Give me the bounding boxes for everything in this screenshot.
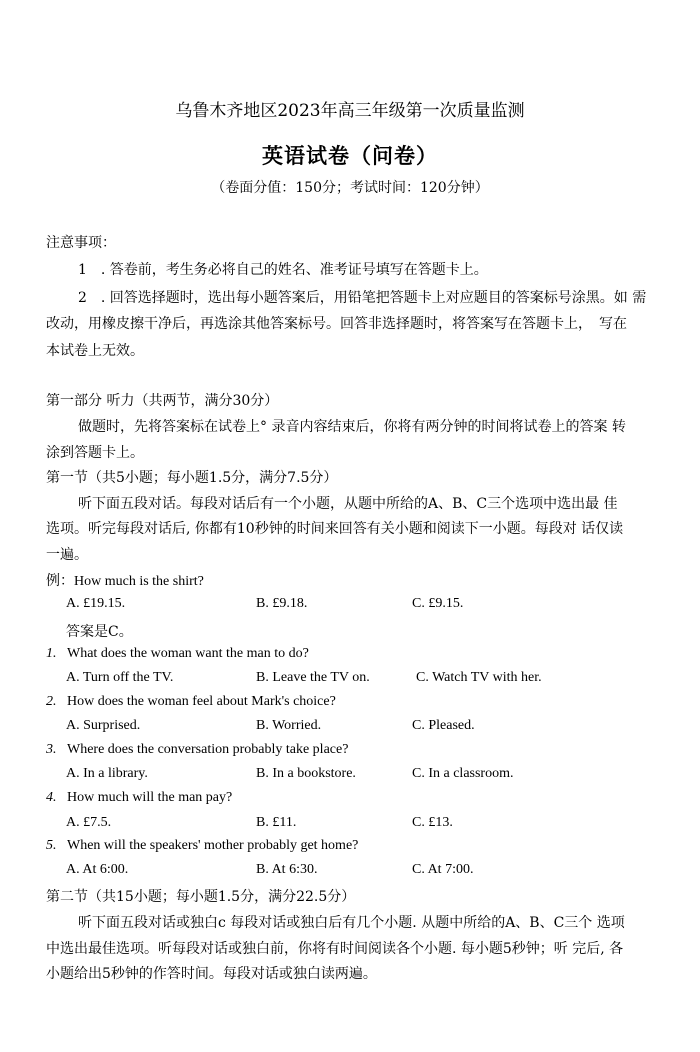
example-option-b: B. £9.18. [256, 596, 308, 611]
question-text: What does the woman want the man to do? [67, 646, 309, 661]
example-question: How much is the shirt? [74, 574, 204, 589]
question-1-option-c: C. Watch TV with her. [416, 670, 542, 685]
exam-title: 乌鲁木齐地区2023年高三年级第一次质量监测 [175, 101, 525, 121]
section2-instructions-line-1: 听下面五段对话或独白c 每段对话或独白后有几个小题. 从题中所给的A、B、C三个 选项 [78, 915, 625, 931]
question-2-option-b: B. Worried. [256, 718, 322, 733]
score-time-line: （卷面分值：150分；考试时间：120分钟） [211, 180, 489, 196]
question-3-option-b: B. In a bookstore. [256, 766, 356, 781]
question-text: Where does the conversation probably take place? [67, 742, 349, 757]
question-4-option-c: C. £13. [412, 815, 453, 830]
question-text: When will the speakers' mother probably get home? [67, 838, 359, 853]
question-5-option-b: B. At 6:30. [256, 862, 318, 877]
question-2 [46, 694, 336, 710]
example-label: 例： [46, 573, 74, 589]
question-text: How does the woman feel about Mark's choice? [67, 694, 336, 709]
question-2-option-a: A. Surprised. [66, 718, 141, 733]
example-answer: 答案是C。 [66, 624, 133, 640]
part1-instructions-line-2: 涂到答题卡上。 [46, 445, 144, 461]
question-4 [46, 790, 232, 806]
question-3-option-c: C. In a classroom. [412, 766, 514, 781]
section1-instructions-line-1: 听下面五段对话。每段对话后有一个小题，从题中所给的A、B、C三个选项中选出最 佳 [78, 496, 618, 512]
section2-heading: 第二节（共15小题；每小题1.5分，满分22.5分） [46, 889, 356, 905]
notice-item-2-line-3: 本试卷上无效。 [46, 343, 144, 359]
question-2-option-c: C. Pleased. [412, 718, 475, 733]
notice-item-2-line-1: 2 . 回答选择题时，选出每小题答案后，用铅笔把答题卡上对应题目的答案标号涂黑。如 需 [78, 290, 647, 306]
section1-instructions-line-3: 一遍。 [46, 547, 88, 563]
question-1-option-b: B. Leave the TV on. [256, 670, 370, 685]
question-4-option-a: A. £7.5. [66, 815, 112, 830]
question-5-option-a: A. At 6:00. [66, 862, 129, 877]
part1-heading: 第一部分 听力（共两节，满分30分） [46, 393, 279, 409]
question-1-option-a: A. Turn off the TV. [66, 670, 174, 685]
question-5-option-c: C. At 7:00. [412, 862, 474, 877]
question-number: 2. [46, 694, 57, 709]
question-1 [46, 646, 309, 662]
question-number: 1. [46, 646, 57, 661]
section1-heading: 第一节（共5小题；每小题1.5分，满分7.5分） [46, 470, 338, 486]
notice-item-1: 1 . 答卷前，考生务必将自己的姓名、准考证号填写在答题卡上。 [78, 262, 488, 278]
question-3 [46, 742, 348, 758]
question-5 [46, 838, 358, 854]
question-number: 4. [46, 790, 57, 805]
example-option-c: C. £9.15. [412, 596, 464, 611]
section2-instructions-line-2: 中选出最佳选项。听每段对话或独白前，你将有时间阅读各个小题. 每小题5秒钟；听 完后, 各 [46, 941, 624, 957]
section2-instructions-line-3: 小题给出5秒钟的作答时间。每段对话或独白读两遍。 [46, 966, 377, 982]
question-number: 5. [46, 838, 57, 853]
question-4-option-b: B. £11. [256, 815, 297, 830]
notice-item-2-line-2: 改动，用橡皮擦干净后，再选涂其他答案标号。回答非选择题时，将答案写在答题卡上， 写在 [46, 316, 627, 332]
exam-subtitle: 英语试卷（问卷） [262, 143, 438, 168]
part1-instructions-line-1: 做题时，先将答案标在试卷上° 录音内容结束后，你将有两分钟的时间将试卷上的答案 转 [78, 419, 626, 435]
question-3-option-a: A. In a library. [66, 766, 148, 781]
question-number: 3. [46, 742, 57, 757]
example-line [46, 570, 204, 590]
section1-instructions-line-2: 选项。听完每段对话后, 你都有10秒钟的时间来回答有关小题和阅读下一小题。每段对 话仅读 [46, 521, 624, 537]
question-text: How much will the man pay? [67, 790, 233, 805]
notice-heading: 注意事项： [46, 235, 116, 251]
example-option-a: A. £19.15. [66, 596, 126, 611]
